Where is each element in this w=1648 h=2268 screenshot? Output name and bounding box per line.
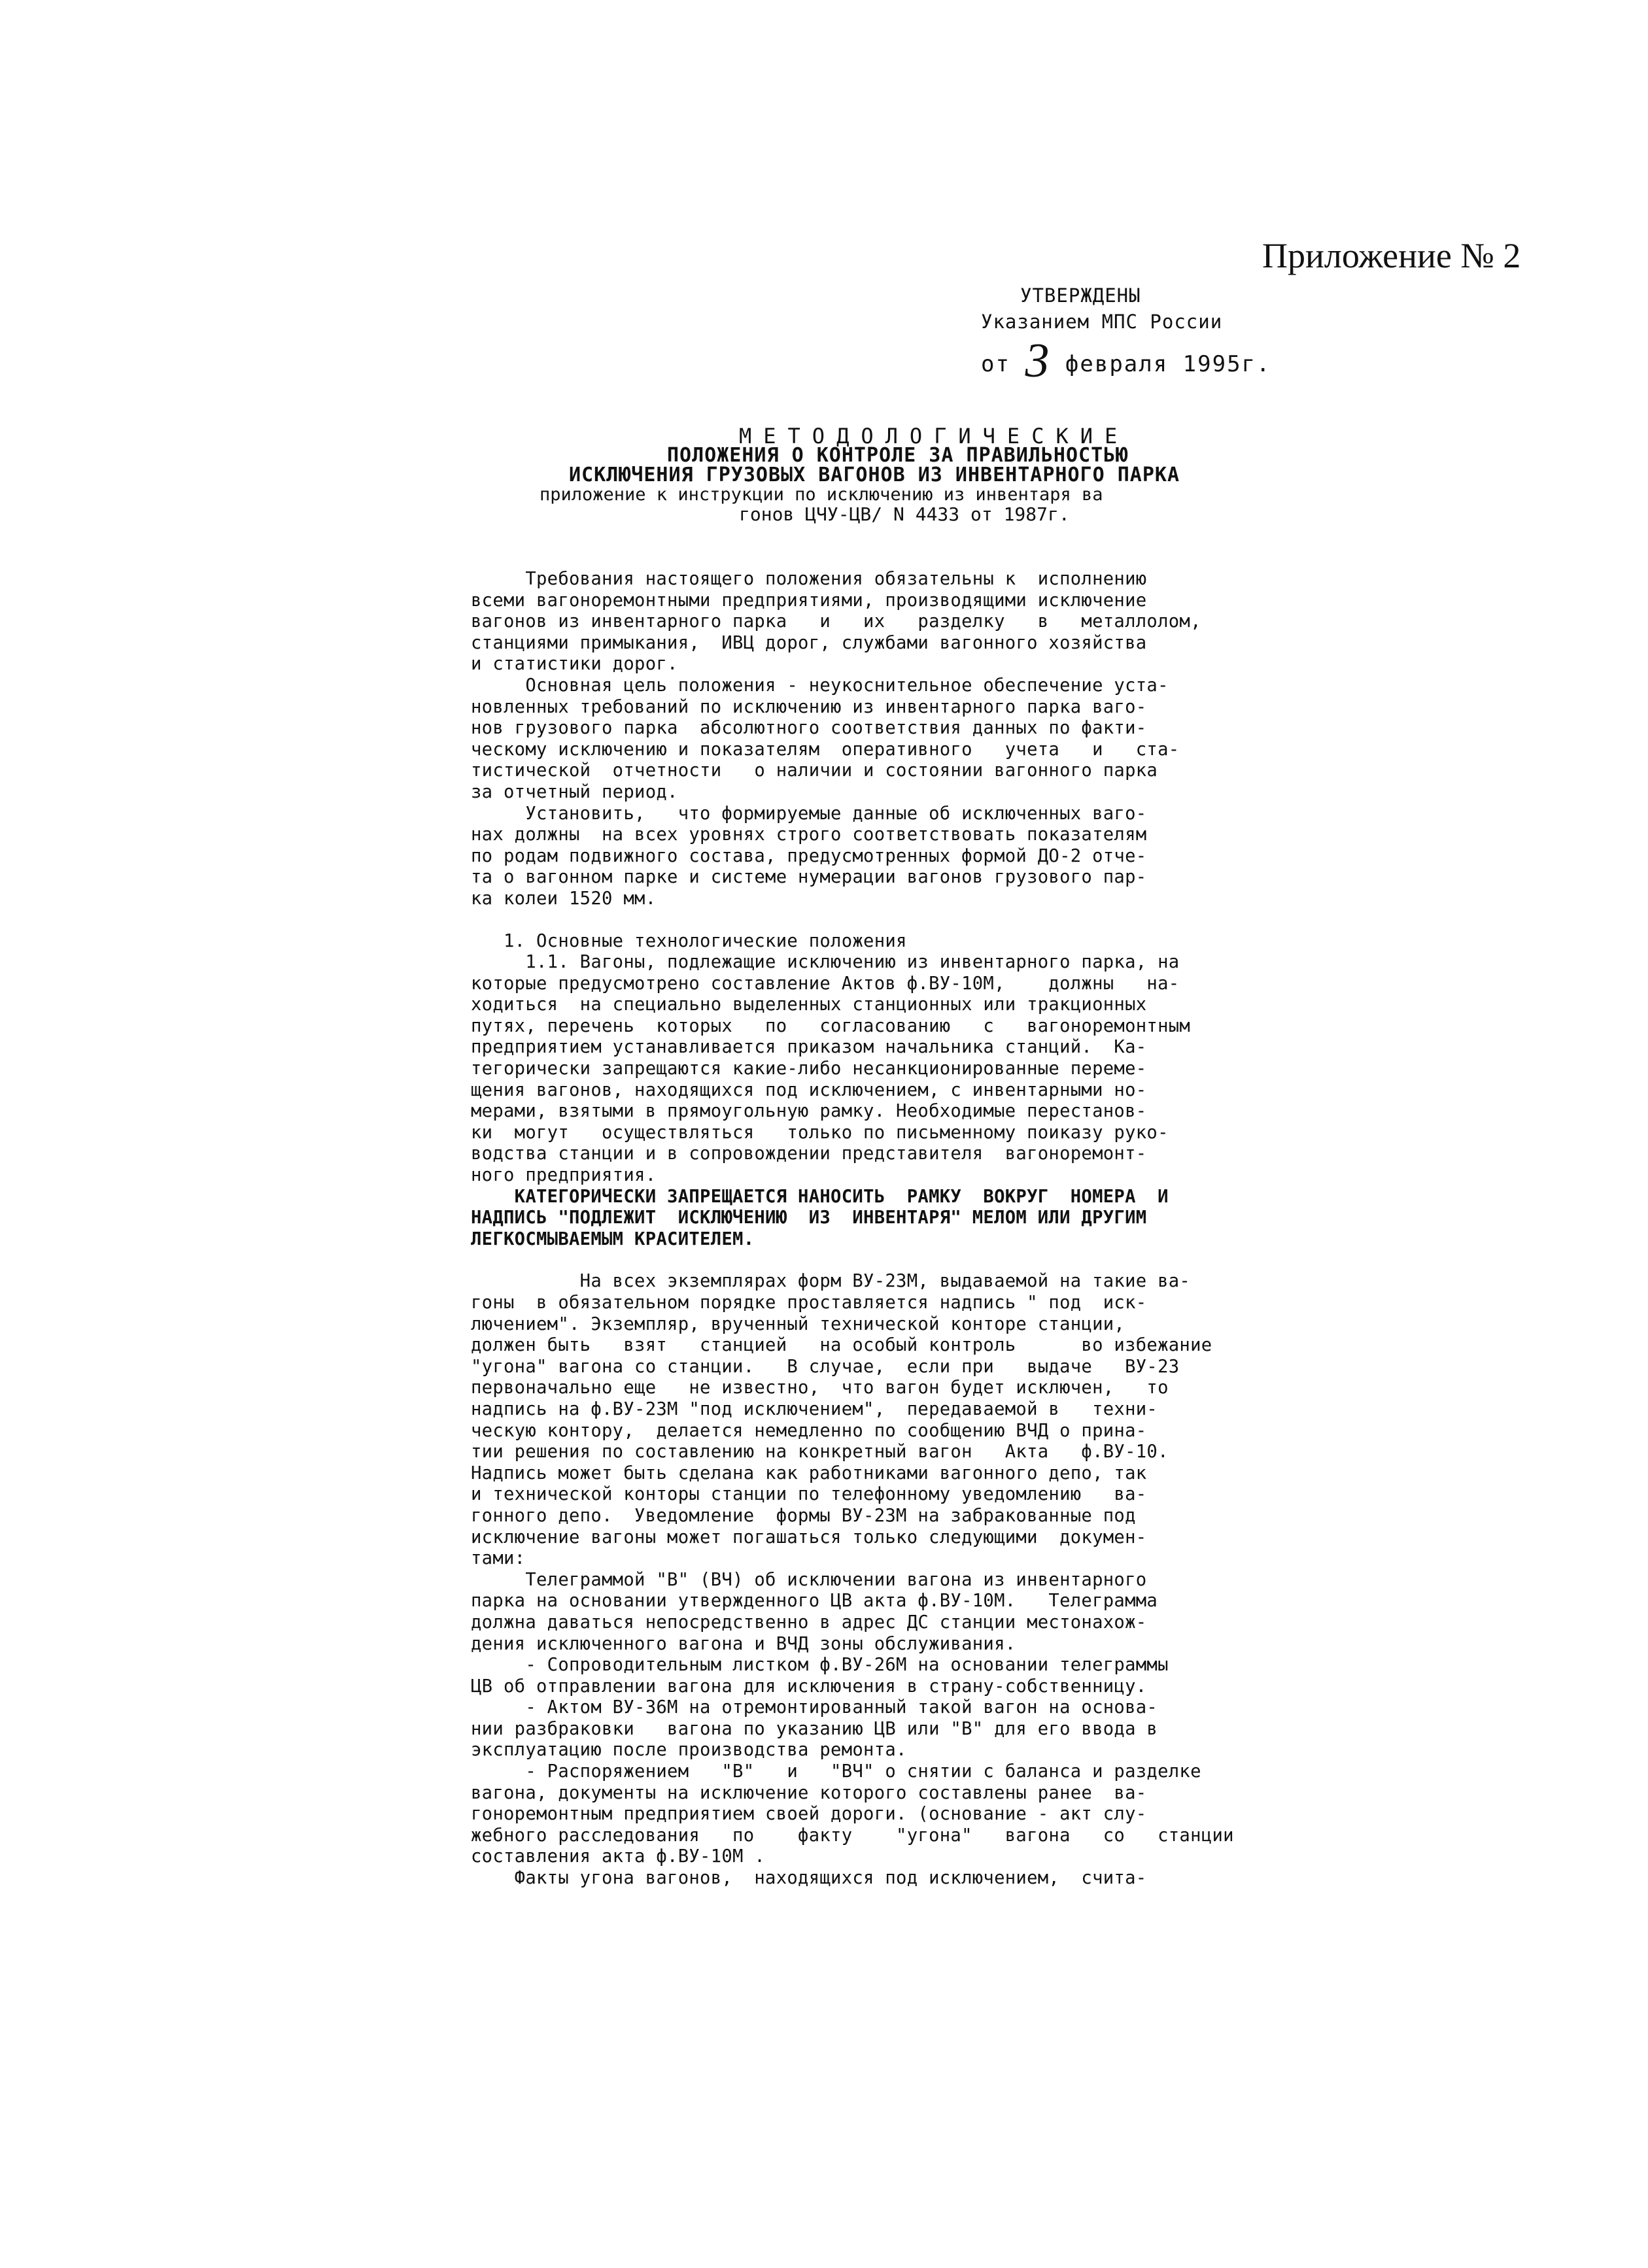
text-line: по родам подвижного состава, предусмотренных формой ДО-2 отче- [471,845,1147,866]
text-line: щения вагонов, находящихся под исключением, с инвентарными но- [471,1079,1147,1100]
text-line: новленных требований по исключению из инвентарного парка ваго- [471,696,1147,717]
text-line: тистической отчетности о наличии и состоянии вагонного парка [471,760,1158,781]
approved-heading: УТВЕРЖДЕНЫ [1020,284,1141,307]
text-line: за отчетный период. [471,781,678,802]
text-line: Факты угона вагонов, находящихся под исключением, счита- [471,1868,1147,1889]
text-line: Надпись может быть сделана как работниками вагонного депо, так [471,1463,1147,1483]
text-line: КАТЕГОРИЧЕСКИ ЗАПРЕЩАЕТСЯ НАНОСИТЬ РАМКУ ВОКРУГ НОМЕРА И [471,1186,1169,1207]
title-line-3: приложение к инструкции по исключению из инвентаря ва [540,484,1103,505]
text-line: ного предприятия. [471,1165,657,1186]
text-line: Телеграммой "В" (ВЧ) об исключении вагона из инвентарного [471,1569,1147,1590]
date-prefix: от [981,351,1010,377]
text-line: надпись на ф.ВУ-23М "под исключением", передаваемой в техни- [471,1398,1158,1419]
document-body [471,569,1570,1889]
date-rest: февраля 1995г. [1065,351,1271,377]
text-line: - Актом ВУ-36М на отремонтированный такой вагон на основа- [471,1697,1158,1718]
text-line: должна даваться непосредственно в адрес ДС станции местонахож- [471,1612,1147,1633]
text-line: ческому исключению и показателям оперативного учета и ста- [471,739,1180,760]
text-line: и технической конторы станции по телефонному уведомлению ва- [471,1484,1147,1505]
section-1 [471,931,1570,1251]
text-line: вагона, документы на исключение которого составлены ранее ва- [471,1782,1147,1803]
text-line: ЦВ об отправлении вагона для исключения в страну-собственницу. [471,1676,1147,1697]
text-line: НАДПИСЬ "ПОДЛЕЖИТ ИСКЛЮЧЕНИЮ ИЗ ИНВЕНТАРЯ" МЕЛОМ ИЛИ ДРУГИМ [471,1208,1147,1228]
text-line: ЛЕГКОСМЫВАЕМЫМ КРАСИТЕЛЕМ. [471,1228,755,1249]
text-line: мерами, взятыми в прямоугольную рамку. Необходимые перестанов- [471,1101,1147,1122]
text-line: составления акта ф.ВУ-10М . [471,1846,766,1867]
text-line: На всех экземплярах форм ВУ-23М, выдаваемой на такие ва- [471,1271,1191,1292]
text-line: дения исключенного вагона и ВЧД зоны обслуживания. [471,1633,1016,1654]
text-line: предприятием устанавливается приказом начальника станций. Ка- [471,1037,1147,1058]
text-line: та о вагонном парке и системе нумерации вагонов грузового пар- [471,867,1147,888]
text-line: ки могут осуществляться только по письменному поиказу руко- [471,1122,1169,1143]
text-line: гонного депо. Уведомление формы ВУ-23М на забракованные под [471,1505,1136,1526]
document-title [471,426,1543,524]
appendix-label: Приложение № 2 [1262,236,1521,275]
text-line: которые предусмотрено составление Актов ф.ВУ-10М, должны на- [471,973,1180,994]
text-line: первоначально еще не известно, что вагон будет исключен, то [471,1378,1169,1398]
intro-section [471,569,1570,910]
text-line: ческую контору, делается немедленно по сообщению ВЧД о прина- [471,1420,1147,1441]
text-line: нах должны на всех уровнях строго соответствовать показателям [471,824,1147,845]
text-line: исключение вагоны может погашаться только следующими докумен- [471,1527,1147,1548]
text-line: парка на основании утвержденного ЦВ акта ф.ВУ-10М. Телеграмма [471,1591,1158,1612]
approval-block [981,282,1504,388]
date-day: 3 [1025,334,1051,388]
text-line: должен быть взят станцией на особый контроль во избежание [471,1335,1212,1356]
text-line: 1.1. Вагоны, подлежащие исключению из инвентарного парка, на [471,952,1180,973]
text-line: водства станции и в сопровождении представителя вагоноремонт- [471,1143,1147,1164]
approval-date [981,334,1504,388]
title-line-0: МЕТОДОЛОГИЧЕСКИЕ [739,424,1129,449]
text-line: гоны в обязательном порядке проставляется надпись " под иск- [471,1293,1147,1313]
text-line: ходиться на специально выделенных станционных или тракционных [471,994,1147,1015]
text-line: путях, перечень которых по согласованию с вагоноремонтным [471,1015,1191,1036]
text-line: тегорически запрещаются какие-либо несанкционированные переме- [471,1058,1147,1079]
text-line: и статистики дорог. [471,654,678,675]
text-line: нов грузового парка абсолютного соответствия данных по факти- [471,718,1147,739]
text-line: гоноремонтным предприятием своей дороги. (основание - акт слу- [471,1804,1147,1825]
text-line: Требования настоящего положения обязательны к исполнению [471,569,1147,589]
section-2 [471,1271,1570,1889]
text-line: 1. Основные технологические положения [471,930,907,951]
text-line: лючением". Экземпляр, врученный технической конторе станции, [471,1313,1125,1334]
approved-by: Указанием МПС России [981,311,1223,333]
text-line: нии разбраковки вагона по указанию ЦВ или "В" для его ввода в [471,1718,1158,1739]
text-line: вагонов из инвентарного парка и их разделку в металлолом, [471,611,1201,632]
text-line: станциями примыкания, ИВЦ дорог, службами вагонного хозяйства [471,632,1147,653]
text-line: всеми вагоноремонтными предприятиями, производящими исключение [471,590,1147,611]
text-line: - Сопроводительным листком ф.ВУ-26М на основании телеграммы [471,1655,1169,1676]
text-line: ка колеи 1520 мм. [471,888,657,909]
title-line-4: гонов ЦЧУ-ЦВ/ N 4433 от 1987г. [739,503,1070,525]
text-line: эксплуатацию после производства ремонта. [471,1740,907,1761]
text-line: - Распоряжением "В" и "ВЧ" о снятии с баланса и разделке [471,1761,1201,1782]
text-line: Установить, что формируемые данные об исключенных ваго- [471,803,1147,824]
title-line-2: ИСКЛЮЧЕНИЯ ГРУЗОВЫХ ВАГОНОВ ИЗ ИНВЕНТАРНОГО ПАРКА [569,464,1180,486]
text-line: тии решения по составлению на конкретный вагон Акта ф.ВУ-10. [471,1442,1169,1463]
text-line: жебного расследования по факту "угона" вагона со станции [471,1825,1234,1846]
text-line: тами: [471,1548,526,1569]
text-line: Основная цель положения - неукоснительное обеспечение уста- [471,675,1169,696]
title-line-1: ПОЛОЖЕНИЯ О КОНТРОЛЕ ЗА ПРАВИЛЬНОСТЬЮ [667,444,1129,467]
text-line: "угона" вагона со станции. В случае, если при выдаче ВУ-23 [471,1356,1180,1377]
